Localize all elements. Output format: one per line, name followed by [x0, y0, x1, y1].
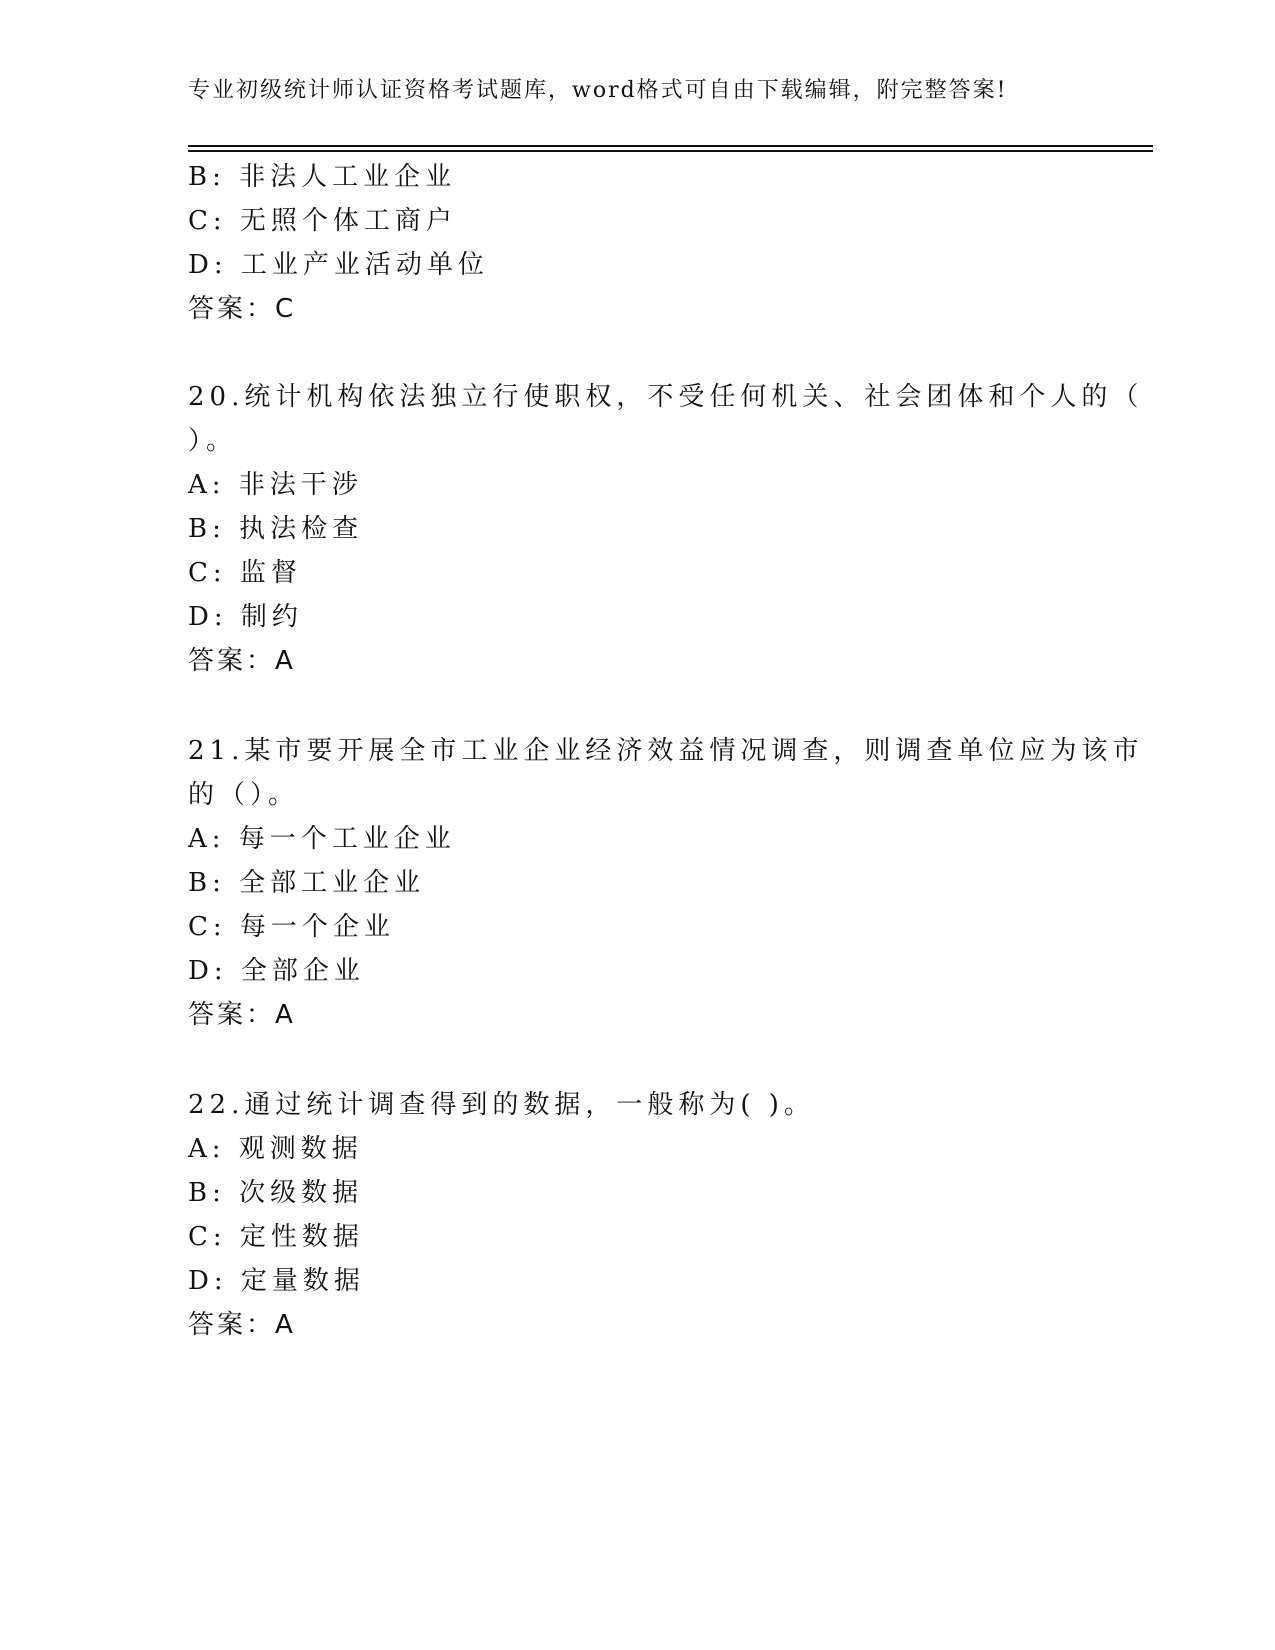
option-22-d: D: 定量数据 [188, 1266, 365, 1296]
answer-21: 答案：A [188, 1000, 296, 1030]
option-20-b: B: 执法检查 [188, 514, 364, 544]
option-20-d: D: 制约 [188, 602, 303, 632]
option-21-a: A: 每一个工业企业 [188, 824, 456, 854]
answer-19: 答案：C [188, 294, 297, 324]
option-22-c: C: 定性数据 [188, 1222, 364, 1252]
page-header: 专业初级统计师认证资格考试题库，word格式可自由下载编辑，附完整答案! [188, 78, 1008, 103]
question-21-line1: 21.某市要开展全市工业企业经济效益情况调查，则调查单位应为该市 [188, 736, 1144, 766]
question-22: 22.通过统计调查得到的数据，一般称为( )。 [188, 1090, 815, 1120]
option-22-b: B: 次级数据 [188, 1178, 364, 1208]
option-21-b: B: 全部工业企业 [188, 868, 426, 898]
header-rule-bottom [188, 150, 1153, 152]
option-22-a: A: 观测数据 [188, 1134, 363, 1164]
option-19-d: D: 工业产业活动单位 [188, 250, 489, 280]
option-19-b: B: 非法人工业企业 [188, 162, 457, 192]
header-rule-top [188, 145, 1153, 147]
option-20-c: C: 监督 [188, 558, 302, 588]
option-19-c: C: 无照个体工商户 [188, 206, 457, 236]
question-21-line2: 的（）。 [188, 780, 300, 810]
option-21-c: C: 每一个企业 [188, 912, 395, 942]
answer-20: 答案：A [188, 646, 296, 676]
question-20-line1: 20.统计机构依法独立行使职权，不受任何机关、社会团体和个人的（ [188, 382, 1144, 412]
option-20-a: A: 非法干涉 [188, 470, 363, 500]
option-21-d: D: 全部企业 [188, 956, 365, 986]
question-20-line2: ）。 [188, 426, 238, 456]
answer-22: 答案：A [188, 1310, 296, 1340]
